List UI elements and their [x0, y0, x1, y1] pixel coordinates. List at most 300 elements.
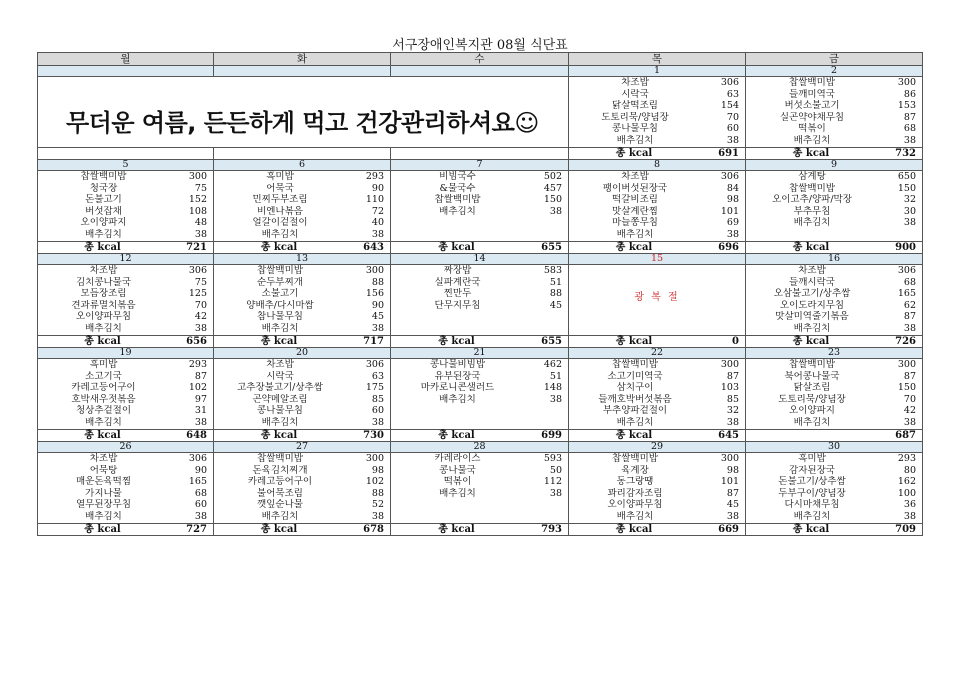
total-cell [38, 242, 214, 254]
menu-item [38, 217, 213, 229]
menu-item [38, 183, 213, 195]
menu-item-kcal: 98 [726, 464, 739, 476]
menu-cell [391, 171, 569, 242]
menu-item-name: 찹쌀백미밥 [434, 194, 481, 205]
total-row [38, 148, 923, 160]
menu-item-name: 배추김치 [793, 510, 831, 522]
menu-item-kcal: 150 [897, 382, 916, 393]
weekday-header: 금 [746, 53, 923, 66]
menu-item [214, 499, 390, 511]
menu-item [746, 300, 922, 312]
menu-item-kcal: 293 [897, 453, 916, 464]
total-cell [569, 524, 746, 536]
menu-item [569, 405, 745, 417]
menu-item-kcal: 502 [543, 171, 562, 182]
weekday-header: 화 [214, 53, 391, 66]
total-kcal: 726 [895, 336, 916, 347]
total-kcal: 721 [186, 242, 207, 253]
date-cell: 6 [214, 160, 391, 171]
menu-item [214, 476, 390, 488]
menu-item-name: 배추김치 [85, 228, 122, 240]
menu-item-kcal: 70 [726, 111, 739, 123]
menu-item [214, 394, 390, 406]
menu-item [569, 453, 745, 465]
menu-item [38, 194, 213, 206]
menu-item-kcal: 85 [726, 393, 739, 405]
menu-item-name: 맛살계란찜 [612, 205, 658, 217]
menu-item-kcal: 69 [726, 217, 739, 228]
menu-item [746, 77, 922, 89]
total-kcal: 678 [363, 524, 384, 535]
menu-item-name: 소고기국 [85, 370, 122, 382]
total-kcal: 793 [541, 524, 562, 535]
menu-item-kcal: 68 [903, 123, 916, 134]
empty-total-cell [214, 148, 391, 160]
menu-item [569, 488, 745, 500]
menu-item [38, 465, 213, 477]
menu-item-kcal: 102 [188, 382, 207, 393]
menu-item-kcal: 90 [194, 464, 207, 476]
menu-item [214, 288, 390, 300]
total-line [746, 524, 922, 535]
menu-item-kcal: 175 [365, 382, 384, 393]
total-kcal: 0 [732, 336, 739, 347]
menu-item-kcal: 90 [371, 182, 384, 194]
menu-item-name: 차조밥 [798, 265, 826, 276]
total-line [391, 524, 568, 535]
menu-item [746, 183, 922, 195]
menu-item [214, 183, 390, 195]
date-cell: 1 [569, 66, 746, 77]
notice-banner: 무더운 여름, 든든하게 먹고 건강관리하셔요☺ [66, 109, 539, 137]
menu-item [569, 194, 745, 206]
menu-item [214, 417, 390, 429]
menu-item-kcal: 72 [371, 205, 384, 217]
menu-item [391, 453, 568, 465]
menu-item [746, 499, 922, 511]
total-line [391, 430, 568, 441]
menu-cell [569, 453, 746, 524]
total-row [38, 242, 923, 254]
menu-item-kcal: 88 [371, 276, 384, 288]
menu-item-kcal: 165 [897, 288, 916, 299]
total-label: 총 kcal [438, 242, 475, 253]
menu-cell [391, 359, 569, 430]
total-cell [746, 430, 923, 442]
menu-item-kcal: 38 [371, 322, 384, 334]
date-cell [391, 66, 569, 77]
menu-item-name: 오삼불고기/상추쌈 [773, 288, 851, 299]
total-line [391, 336, 568, 347]
menu-item [214, 359, 390, 371]
menu-item-name: 찐만두 [443, 288, 472, 299]
menu-cell [569, 77, 746, 148]
menu-item [214, 382, 390, 394]
menu-item-name: 버섯잡채 [85, 205, 122, 217]
empty-total-cell [391, 148, 569, 160]
menu-item-name: 오이도라지무침 [779, 299, 845, 311]
menu-item [746, 465, 922, 477]
menu-item-kcal: 462 [543, 359, 562, 370]
menu-item-name: 돈불고기/상추쌈 [778, 476, 846, 487]
menu-item [746, 382, 922, 394]
menu-item-kcal: 300 [188, 171, 207, 182]
menu-item [214, 311, 390, 323]
menu-item-name: 호박새우젓볶음 [71, 393, 136, 405]
total-label: 총 kcal [84, 242, 121, 253]
menu-item-kcal: 88 [371, 487, 384, 499]
menu-item-kcal: 108 [188, 205, 207, 217]
menu-item [746, 311, 922, 323]
menu-cell [214, 265, 391, 336]
menu-item-name: 배추김치 [616, 416, 654, 428]
menu-item [746, 100, 922, 112]
menu-item-name: 차조밥 [266, 359, 294, 370]
menu-item-name: 마늘쫑무침 [612, 217, 658, 228]
menu-item-kcal: 650 [897, 171, 916, 182]
menu-item [391, 476, 568, 488]
total-kcal: 696 [718, 242, 739, 253]
menu-item-name: 단무지무침 [434, 299, 481, 311]
menu-item-kcal: 60 [726, 123, 739, 134]
weekday-header: 월 [38, 53, 214, 66]
menu-item-name: 얼갈이겉절이 [252, 217, 308, 228]
total-cell [746, 242, 923, 254]
menu-item-name: 소불고기 [261, 288, 299, 299]
menu-item-kcal: 63 [371, 370, 384, 382]
menu-item-name: 배추김치 [439, 487, 476, 499]
menu-item-name: 돈육김치찌개 [252, 464, 308, 476]
menu-item-kcal: 300 [365, 265, 384, 276]
menu-item-name: 배추김치 [616, 510, 654, 522]
menu-item-kcal: 97 [194, 393, 207, 405]
menu-item-name: 고추장불고기/상추쌈 [237, 382, 323, 393]
date-cell: 5 [38, 160, 214, 171]
menu-item-name: 실파계란국 [434, 276, 481, 288]
date-row [38, 160, 923, 171]
menu-item-kcal: 112 [543, 476, 562, 487]
menu-item-kcal: 87 [903, 370, 916, 382]
menu-item-kcal: 38 [903, 322, 916, 334]
menu-item-name: 닭살떡조림 [612, 100, 658, 111]
menu-item-name: 돈불고기 [85, 194, 122, 205]
menu-item-name: 흑미밥 [798, 453, 826, 464]
menu-item [391, 488, 568, 500]
total-kcal: 730 [363, 430, 384, 441]
menu-item-name: 오이양파무침 [607, 499, 663, 510]
menu-item [569, 89, 745, 101]
menu-item [569, 394, 745, 406]
menu-item-name: 차조밥 [89, 265, 118, 276]
menu-item-kcal: 45 [549, 299, 562, 311]
date-cell: 22 [569, 348, 746, 359]
menu-item [391, 382, 568, 394]
menu-item-kcal: 87 [726, 487, 739, 499]
menu-item [38, 499, 213, 511]
menu-item-kcal: 86 [903, 88, 916, 100]
menu-item-kcal: 300 [897, 77, 916, 88]
date-cell: 23 [746, 348, 923, 359]
menu-item-name: 어묵국 [266, 182, 294, 194]
menu-item-name: 흑미밥 [266, 171, 294, 182]
menu-item-name: 감자된장국 [789, 464, 835, 476]
menu-item-name: 가지나물 [85, 487, 122, 499]
menu-cell [569, 359, 746, 430]
menu-item-kcal: 103 [720, 382, 739, 393]
menu-item-kcal: 125 [188, 288, 207, 299]
menu-item [38, 288, 213, 300]
menu-item-kcal: 101 [720, 205, 739, 217]
menu-cell [746, 453, 923, 524]
menu-item-name: 콩나물비빔밥 [429, 359, 486, 370]
menu-item-name: 소고기미역국 [607, 370, 663, 382]
total-line [214, 336, 390, 347]
menu-item [38, 394, 213, 406]
menu-item [38, 382, 213, 394]
menu-item-name: 유부된장국 [434, 370, 481, 382]
menu-item-name: 들깨미역국 [789, 88, 835, 100]
menu-item-kcal: 38 [194, 510, 207, 522]
menu-item-name: 맛살미역줄기볶음 [775, 311, 849, 322]
total-cell [214, 524, 391, 536]
menu-cell [569, 265, 746, 336]
menu-item [38, 359, 213, 371]
menu-item-kcal: 38 [903, 134, 916, 146]
menu-item-name: 배추김치 [85, 510, 122, 522]
menu-item [214, 323, 390, 335]
date-cell: 27 [214, 442, 391, 453]
menu-item-name: 찹쌀백미밥 [612, 359, 658, 370]
menu-item [391, 300, 568, 312]
menu-item-name: 배추김치 [616, 134, 654, 146]
menu-item-kcal: 36 [903, 499, 916, 510]
menu-item-kcal: 42 [194, 311, 207, 322]
menu-item-kcal: 150 [897, 182, 916, 194]
menu-item [391, 194, 568, 206]
total-label: 총 kcal [792, 148, 830, 159]
menu-item [214, 265, 390, 277]
total-kcal: 655 [541, 336, 562, 347]
menu-row [38, 265, 923, 336]
menu-item [214, 488, 390, 500]
menu-item-kcal: 62 [903, 299, 916, 311]
menu-item-name: 배추김치 [793, 217, 831, 228]
menu-item-kcal: 87 [194, 370, 207, 382]
menu-row [38, 453, 923, 524]
menu-item [569, 465, 745, 477]
total-kcal: 709 [895, 524, 916, 535]
total-kcal: 699 [541, 430, 562, 441]
menu-item-name: 청상추겉절이 [75, 405, 132, 416]
menu-item-name: 오이고추/양파/막장 [772, 194, 852, 205]
menu-item-kcal: 70 [903, 393, 916, 405]
menu-item-name: 오이양파무침 [75, 311, 132, 322]
total-line [569, 242, 745, 253]
menu-item [569, 499, 745, 511]
total-label: 총 kcal [438, 336, 475, 347]
total-line [746, 242, 922, 253]
menu-item-kcal: 102 [365, 476, 384, 487]
menu-item [746, 265, 922, 277]
menu-item [214, 371, 390, 383]
menu-item-kcal: 293 [188, 359, 207, 370]
menu-item [38, 511, 213, 523]
menu-item [214, 453, 390, 465]
menu-item-kcal: 148 [543, 382, 562, 393]
menu-item-kcal: 38 [549, 487, 562, 499]
menu-item-name: 떡갈비조림 [612, 194, 658, 205]
menu-item [391, 171, 568, 183]
menu-item [746, 135, 922, 147]
total-line [214, 242, 390, 253]
menu-item-kcal: 30 [903, 205, 916, 217]
menu-item-name: 청국장 [89, 182, 118, 194]
menu-item-kcal: 300 [365, 453, 384, 464]
menu-item-kcal: 42 [903, 405, 916, 416]
total-cell [569, 242, 746, 254]
menu-cell [214, 171, 391, 242]
menu-item [569, 511, 745, 523]
total-label: 총 kcal [260, 524, 298, 535]
menu-cell [746, 77, 923, 148]
total-label: 총 kcal [84, 336, 121, 347]
menu-item-name: 콩나물무침 [612, 123, 658, 134]
menu-item [746, 89, 922, 101]
menu-item [569, 135, 745, 147]
date-cell [214, 66, 391, 77]
menu-item-name: 모듬장조림 [80, 288, 127, 299]
menu-item [391, 465, 568, 477]
total-kcal: 717 [363, 336, 384, 347]
menu-item-name: 어묵탕 [89, 464, 118, 476]
total-label: 총 kcal [260, 336, 298, 347]
menu-item [569, 217, 745, 229]
menu-item [391, 206, 568, 218]
menu-item-kcal: 85 [371, 393, 384, 405]
menu-item [746, 288, 922, 300]
menu-item-name: 짜장밥 [443, 265, 472, 276]
total-label: 총 kcal [792, 242, 830, 253]
menu-item [214, 194, 390, 206]
menu-item-kcal: 38 [726, 228, 739, 240]
total-line [38, 430, 213, 441]
menu-item-kcal: 60 [371, 405, 384, 416]
menu-item-kcal: 84 [726, 182, 739, 194]
total-line [569, 148, 745, 159]
menu-item-kcal: 68 [903, 276, 916, 288]
total-line [38, 524, 213, 535]
menu-item-name: 시락국 [621, 88, 649, 100]
menu-cell [38, 265, 214, 336]
menu-item-kcal: 32 [726, 405, 739, 416]
total-label [746, 430, 876, 441]
menu-item [214, 405, 390, 417]
menu-item-name: 배추김치 [261, 228, 299, 240]
weekday-header: 목 [569, 53, 746, 66]
menu-item-name: 배추김치 [261, 510, 299, 522]
total-kcal: 687 [895, 430, 916, 441]
total-cell [569, 430, 746, 442]
menu-item [746, 112, 922, 124]
menu-item [569, 206, 745, 218]
menu-item-name: 차조밥 [89, 453, 118, 464]
total-line [569, 336, 745, 347]
menu-item [214, 277, 390, 289]
menu-item-kcal: 68 [194, 487, 207, 499]
total-kcal: 732 [895, 148, 916, 159]
menu-item-kcal: 300 [720, 453, 739, 464]
menu-item-name: 배추김치 [261, 322, 299, 334]
page-title: 서구장애인복지관 08월 식단표 [392, 38, 568, 53]
menu-item-name: 김치콩나물국 [75, 276, 132, 288]
menu-item [38, 323, 213, 335]
total-kcal: 645 [718, 430, 739, 441]
menu-item [38, 171, 213, 183]
total-line [38, 242, 213, 253]
menu-item-name: 매운돈육떡찜 [75, 476, 132, 487]
menu-item [38, 229, 213, 241]
menu-item [391, 371, 568, 383]
menu-item-kcal: 31 [194, 405, 207, 416]
menu-item-kcal: 38 [549, 205, 562, 217]
total-line [38, 336, 213, 347]
menu-row [38, 359, 923, 430]
menu-item [38, 476, 213, 488]
total-label: 총 kcal [260, 242, 298, 253]
menu-item-name: 배추김치 [439, 393, 476, 405]
total-row [38, 524, 923, 536]
menu-item [746, 323, 922, 335]
weekday-header-row [38, 53, 923, 66]
menu-item [38, 265, 213, 277]
menu-item-kcal: 156 [365, 288, 384, 299]
total-label: 총 kcal [615, 524, 653, 535]
menu-item-kcal: 88 [549, 288, 562, 299]
date-cell: 19 [38, 348, 214, 359]
menu-item-name: 부추양파겉절이 [602, 405, 668, 416]
total-label: 총 kcal [438, 430, 475, 441]
menu-item-kcal: 51 [549, 370, 562, 382]
menu-item-name: 배추김치 [439, 205, 476, 217]
menu-item-name: 시락국 [266, 370, 294, 382]
menu-item-name: 육계장 [621, 464, 649, 476]
date-cell: 12 [38, 254, 214, 265]
menu-item-kcal: 80 [903, 464, 916, 476]
menu-item [214, 206, 390, 218]
menu-item-kcal: 110 [365, 194, 384, 205]
date-cell: 2 [746, 66, 923, 77]
menu-cell [214, 359, 391, 430]
menu-item-kcal: 300 [897, 359, 916, 370]
menu-item-name: 콩나물무침 [257, 405, 303, 416]
total-label: 총 kcal [260, 430, 298, 441]
menu-item [38, 277, 213, 289]
menu-item-name: 삼치구이 [616, 382, 654, 393]
menu-item [569, 229, 745, 241]
total-label: 총 kcal [438, 524, 475, 535]
menu-item-kcal: 87 [903, 111, 916, 123]
menu-item-kcal: 152 [188, 194, 207, 205]
menu-item-kcal: 45 [371, 311, 384, 322]
menu-item-name: 순두부찌개 [257, 276, 303, 288]
menu-item-name: 들깨시락국 [789, 276, 835, 288]
total-row [38, 336, 923, 348]
menu-item [391, 277, 568, 289]
menu-item-kcal: 153 [897, 100, 916, 111]
menu-item-name: 두부구이/양념장 [778, 487, 846, 499]
menu-item [214, 217, 390, 229]
menu-item-name: 떡볶이 [798, 123, 826, 134]
